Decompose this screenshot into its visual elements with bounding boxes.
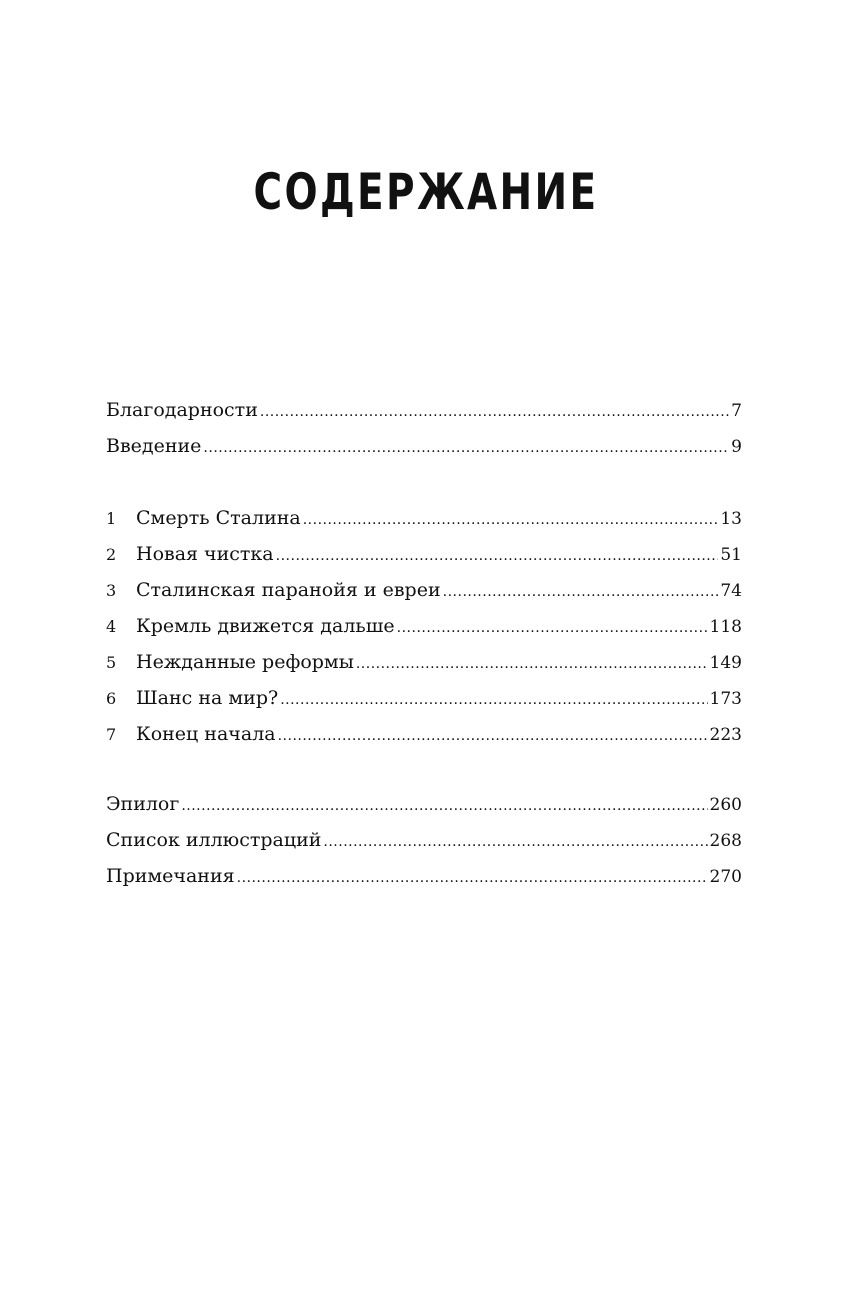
dot-leader [356, 646, 708, 682]
toc-entry-label: Эпилог [106, 793, 180, 815]
chapter-number: 6 [106, 689, 117, 708]
toc-entry-illustrations[interactable] [106, 822, 742, 858]
toc-chapters [106, 500, 742, 752]
toc-entry-chapter-3[interactable] [106, 572, 742, 608]
toc-back-matter [106, 786, 742, 894]
dot-leader [278, 718, 708, 754]
toc-entry-label: Введение [106, 435, 202, 457]
toc-entry-chapter-2[interactable] [106, 536, 742, 572]
toc-entry-page: 268 [709, 831, 742, 851]
toc-entry-page: 74 [720, 581, 742, 601]
chapter-number: 4 [106, 617, 117, 636]
toc-entry-label: Благодарности [106, 399, 258, 421]
dot-leader [303, 502, 719, 538]
toc-entry-page: 270 [709, 867, 742, 887]
dot-leader [443, 574, 719, 610]
toc-entry-label: Примечания [106, 865, 235, 887]
dot-leader [260, 394, 729, 430]
chapter-number: 3 [106, 581, 117, 600]
chapter-number: 1 [106, 509, 117, 528]
toc-entry-chapter-7[interactable] [106, 716, 742, 752]
toc-entry-chapter-4[interactable] [106, 608, 742, 644]
toc-entry-label: Конец начала [136, 723, 276, 745]
toc-entry-page: 9 [731, 437, 742, 457]
toc-entry-page: 118 [709, 617, 742, 637]
dot-leader [203, 430, 729, 466]
toc-entry-introduction[interactable] [106, 428, 742, 464]
toc-entry-chapter-5[interactable] [106, 644, 742, 680]
chapter-number: 7 [106, 725, 117, 744]
dot-leader [323, 824, 707, 860]
dot-leader [237, 860, 708, 896]
toc-entry-epilogue[interactable] [106, 786, 742, 822]
chapter-number: 2 [106, 545, 117, 564]
page-title: СОДЕРЖАНИЕ [253, 163, 599, 221]
toc-entry-label: Список иллюстраций [106, 829, 322, 851]
toc-entry-label: Сталинская паранойя и евреи [136, 579, 441, 601]
dot-leader [280, 682, 707, 718]
toc-entry-label: Смерть Сталина [136, 507, 301, 529]
dot-leader [276, 538, 719, 574]
toc-entry-page: 223 [709, 725, 742, 745]
toc-entry-label: Кремль движется дальше [136, 615, 395, 637]
toc-front-matter [106, 392, 742, 464]
chapter-number: 5 [106, 653, 117, 672]
toc-entry-page: 51 [720, 545, 742, 565]
toc-entry-page: 149 [709, 653, 742, 673]
dot-leader [181, 788, 707, 824]
toc-entry-page: 7 [731, 401, 742, 421]
toc-entry-label: Шанс на мир? [136, 687, 279, 709]
toc-entry-page: 260 [709, 795, 742, 815]
toc-entry-acknowledgements[interactable] [106, 392, 742, 428]
toc-entry-page: 13 [720, 509, 742, 529]
toc-entry-label: Новая чистка [136, 543, 274, 565]
toc-entry-label: Нежданные реформы [136, 651, 354, 673]
toc-entry-notes[interactable] [106, 858, 742, 894]
toc-entry-chapter-1[interactable] [106, 500, 742, 536]
toc-entry-chapter-6[interactable] [106, 680, 742, 716]
dot-leader [397, 610, 708, 646]
toc-entry-page: 173 [709, 689, 742, 709]
